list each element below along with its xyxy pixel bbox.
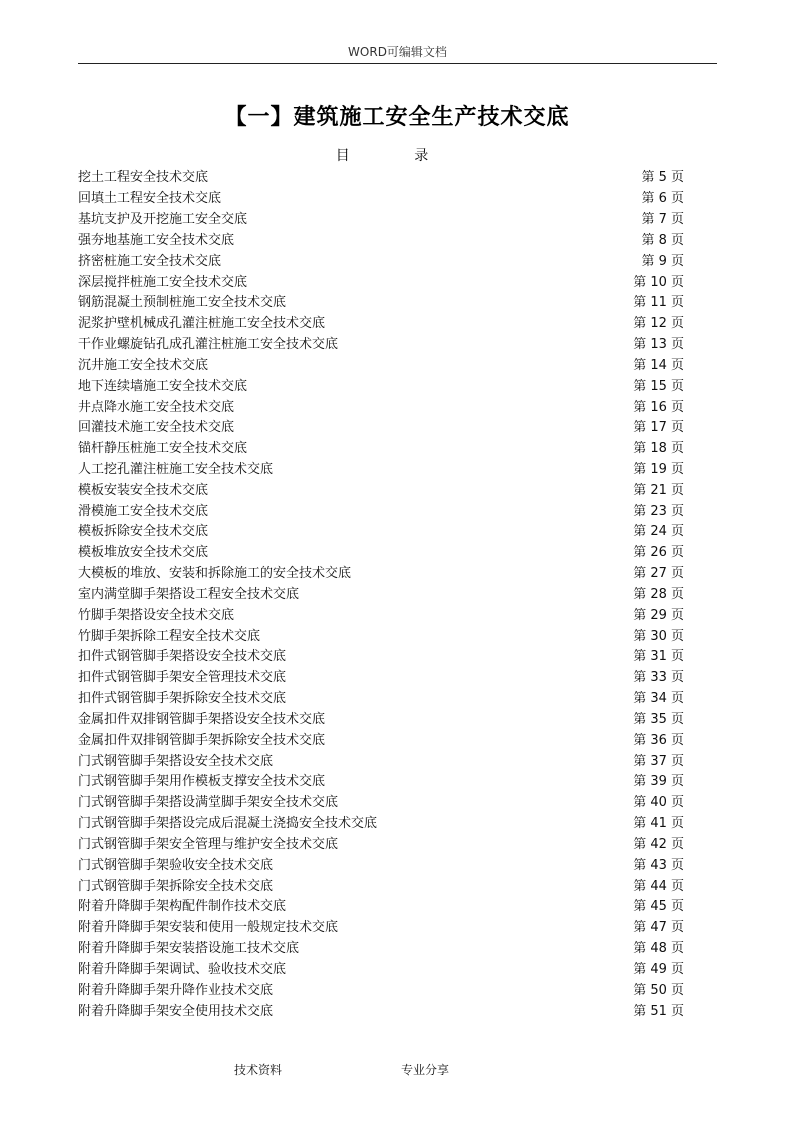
toc-entry[interactable] (78, 460, 684, 481)
toc-entry-page: 第 51 页 (633, 1003, 684, 1019)
toc-entry-title: 深层搅拌桩施工安全技术交底 (78, 274, 248, 290)
toc-entry-page: 第 36 页 (633, 732, 684, 748)
toc-entry[interactable] (78, 855, 684, 876)
toc-entry-title: 强夯地基施工安全技术交底 (78, 232, 235, 248)
toc-entry[interactable] (78, 314, 684, 335)
toc-entry[interactable] (78, 376, 684, 397)
toc-entry-page: 第 35 页 (633, 711, 684, 727)
toc-entry-page: 第 18 页 (633, 441, 684, 457)
toc-entry-page: 第 42 页 (633, 836, 684, 852)
toc-entry-page: 第 48 页 (633, 941, 684, 957)
toc-entry-page: 第 10 页 (633, 274, 684, 290)
toc-entry[interactable] (78, 793, 684, 814)
toc-entry-page: 第 21 页 (633, 482, 684, 498)
toc-entry-title: 沉井施工安全技术交底 (78, 357, 209, 373)
toc-entry[interactable] (78, 251, 684, 272)
toc-entry[interactable] (78, 397, 684, 418)
toc-heading-text: 目 录 (335, 148, 459, 164)
toc-entry-title: 门式钢管脚手架验收安全技术交底 (78, 857, 274, 873)
toc-entry-title: 附着升降脚手架升降作业技术交底 (78, 982, 274, 998)
toc-entry[interactable] (78, 814, 684, 835)
toc-entry-title: 门式钢管脚手架拆除安全技术交底 (78, 878, 274, 894)
toc-entry-page: 第 7 页 (641, 212, 684, 228)
toc-entry-page: 第 19 页 (633, 462, 684, 477)
toc-entry-page: 第 29 页 (633, 607, 684, 623)
toc-entry-title: 基坑支护及开挖施工安全交底 (78, 212, 248, 228)
toc-entry-title: 回填土工程安全技术交底 (78, 191, 222, 207)
toc-entry-page: 第 5 页 (641, 170, 684, 186)
toc-entry[interactable] (78, 772, 684, 793)
header-rule (78, 63, 717, 64)
toc-entry-title: 挤密桩施工安全技术交底 (78, 253, 222, 269)
toc-entry[interactable] (78, 835, 684, 856)
toc-entry-title: 挖土工程安全技术交底 (78, 170, 209, 186)
toc-entry[interactable] (78, 730, 684, 751)
toc-entry[interactable] (78, 335, 684, 356)
toc-entry-title: 门式钢管脚手架用作模板支撑安全技术交底 (78, 774, 326, 790)
toc-entry-page: 第 15 页 (633, 378, 684, 394)
toc-entry-title: 地下连续墙施工安全技术交底 (78, 378, 248, 394)
toc-entry[interactable] (78, 918, 684, 939)
toc-entry-title: 钢筋混凝土预制桩施工安全技术交底 (78, 295, 287, 311)
toc-entry[interactable] (78, 272, 684, 293)
toc-entry-title: 扣件式钢管脚手架拆除安全技术交底 (78, 691, 287, 707)
toc-entry[interactable] (78, 293, 684, 314)
toc-entry[interactable] (78, 689, 684, 710)
footer-right-text: 专业分享 (401, 1063, 450, 1077)
toc-entry-title: 金属扣件双排钢管脚手架搭设安全技术交底 (78, 711, 326, 727)
toc-entry-page: 第 44 页 (633, 878, 684, 894)
toc-entry[interactable] (78, 501, 684, 522)
toc-entry[interactable] (78, 230, 684, 251)
toc-entry-title: 滑模施工安全技术交底 (78, 503, 209, 519)
toc-entry-page: 第 28 页 (633, 586, 684, 602)
toc-entry-page: 第 43 页 (633, 857, 684, 873)
toc-entry[interactable] (78, 710, 684, 731)
toc-entry-page: 第 26 页 (633, 545, 684, 561)
toc-entry[interactable] (78, 605, 684, 626)
toc-entry[interactable] (78, 564, 684, 585)
toc-entry[interactable] (78, 585, 684, 606)
toc-entry[interactable] (78, 480, 684, 501)
toc-entry-title: 扣件式钢管脚手架安全管理技术交底 (78, 670, 287, 686)
toc-entry-title: 附着升降脚手架调试、验收技术交底 (78, 961, 287, 977)
toc-entry[interactable] (78, 980, 684, 1001)
toc-entry[interactable] (78, 210, 684, 231)
toc-entry-page: 第 11 页 (633, 295, 684, 311)
toc-entry-title: 附着升降脚手架安装搭设施工技术交底 (78, 941, 300, 957)
toc-entry-page: 第 14 页 (633, 357, 684, 373)
toc-entry-title: 模板拆除安全技术交底 (78, 524, 209, 540)
toc-entry-page: 第 30 页 (633, 628, 684, 644)
toc-entry[interactable] (78, 543, 684, 564)
toc-entry-title: 泥浆护壁机械成孔灌注桩施工安全技术交底 (78, 316, 326, 332)
toc-entry[interactable] (78, 439, 684, 460)
toc-entry[interactable] (78, 355, 684, 376)
toc-entry-title: 附着升降脚手架安装和使用一般规定技术交底 (78, 920, 339, 936)
toc-entry-title: 扣件式钢管脚手架搭设安全技术交底 (78, 649, 287, 665)
toc-entry-page: 第 6 页 (641, 191, 684, 207)
toc-entry-page: 第 50 页 (633, 982, 684, 998)
toc-heading (0, 145, 794, 165)
toc-entry-title: 模板堆放安全技术交底 (78, 545, 209, 561)
toc-entry-title: 室内满堂脚手架搭设工程安全技术交底 (78, 586, 300, 602)
toc-entry-page: 第 9 页 (641, 253, 684, 269)
toc-entry[interactable] (78, 522, 684, 543)
toc-entry[interactable] (78, 876, 684, 897)
document-title: 【一】建筑施工安全生产技术交底 (224, 105, 570, 130)
toc-entry-page: 第 49 页 (633, 961, 684, 977)
toc-entry-page: 第 13 页 (633, 337, 684, 353)
toc-entry-title: 门式钢管脚手架搭设安全技术交底 (78, 753, 274, 769)
toc-entry-title: 人工挖孔灌注桩施工安全技术交底 (78, 462, 274, 477)
toc-entry-page: 第 33 页 (633, 670, 684, 686)
toc-entry[interactable] (78, 647, 684, 668)
toc-entry[interactable] (78, 189, 684, 210)
toc-entry-page: 第 17 页 (633, 420, 684, 436)
toc-entry-page: 第 8 页 (641, 232, 684, 248)
toc-entry-title: 门式钢管脚手架安全管理与维护安全技术交底 (78, 836, 339, 852)
toc-entry[interactable] (78, 751, 684, 772)
toc-entry-title: 大模板的堆放、安装和拆除施工的安全技术交底 (78, 566, 352, 582)
toc-entry-page: 第 41 页 (633, 816, 684, 832)
toc-entry-page: 第 27 页 (633, 566, 684, 582)
toc-entry-page: 第 37 页 (633, 753, 684, 769)
toc-entry[interactable] (78, 626, 684, 647)
footer-left-text: 技术资料 (234, 1063, 283, 1077)
toc-entry-page: 第 34 页 (633, 691, 684, 707)
toc-entry-title: 竹脚手架搭设安全技术交底 (78, 607, 235, 623)
toc-entry[interactable] (78, 959, 684, 980)
toc-entry-title: 竹脚手架拆除工程安全技术交底 (78, 628, 261, 644)
toc-entry-title: 干作业螺旋钻孔成孔灌注桩施工安全技术交底 (78, 337, 339, 353)
toc-entry-title: 附着升降脚手架构配件制作技术交底 (78, 899, 287, 915)
toc-entry-page: 第 23 页 (633, 503, 684, 519)
toc-entry-page: 第 47 页 (633, 920, 684, 936)
toc-entry[interactable] (78, 1001, 684, 1022)
toc-entry-page: 第 16 页 (633, 399, 684, 415)
toc-entry[interactable] (78, 668, 684, 689)
toc-entry-title: 门式钢管脚手架搭设满堂脚手架安全技术交底 (78, 795, 339, 811)
toc-entry-page: 第 40 页 (633, 795, 684, 811)
toc-entry-title: 金属扣件双排钢管脚手架拆除安全技术交底 (78, 732, 326, 748)
toc-entry-page: 第 31 页 (633, 649, 684, 665)
toc-entry-page: 第 12 页 (633, 316, 684, 332)
table-of-contents (78, 168, 684, 1022)
toc-entry-title: 门式钢管脚手架搭设完成后混凝土浇捣安全技术交底 (78, 816, 378, 832)
toc-entry-title: 锚杆静压桩施工安全技术交底 (78, 441, 248, 457)
toc-entry-page: 第 45 页 (633, 899, 684, 915)
toc-entry-page: 第 24 页 (633, 524, 684, 540)
toc-entry-title: 井点降水施工安全技术交底 (78, 399, 235, 415)
toc-entry[interactable] (78, 168, 684, 189)
toc-entry[interactable] (78, 939, 684, 960)
page-header: WORD可编辑文档 (348, 45, 447, 59)
toc-entry[interactable] (78, 897, 684, 918)
toc-entry-title: 附着升降脚手架安全使用技术交底 (78, 1003, 274, 1019)
toc-entry-page: 第 39 页 (633, 774, 684, 790)
toc-entry[interactable] (78, 418, 684, 439)
toc-entry-title: 回灌技术施工安全技术交底 (78, 420, 235, 436)
toc-entry-title: 模板安装安全技术交底 (78, 482, 209, 498)
